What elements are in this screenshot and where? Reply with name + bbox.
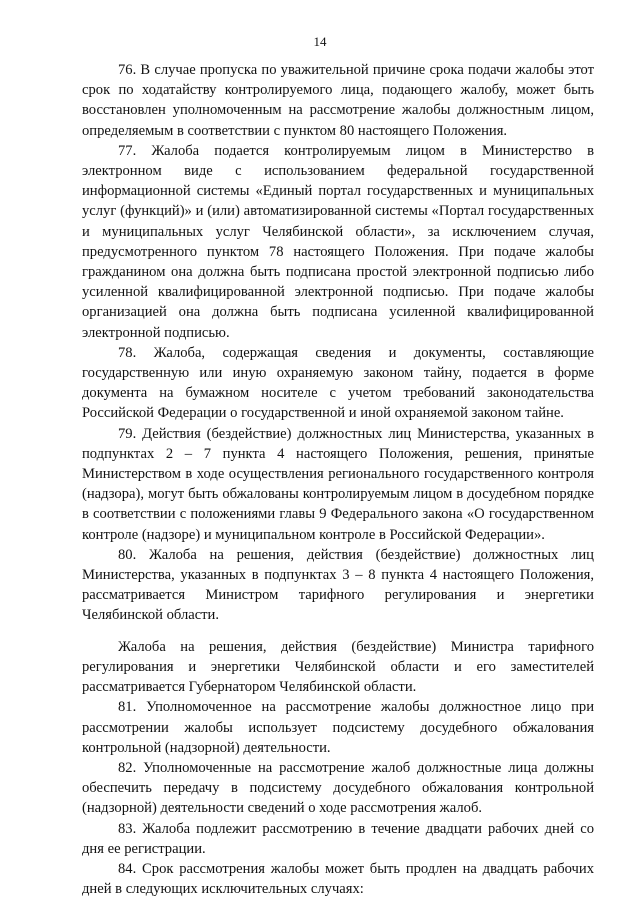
paragraph-84: 84. Срок рассмотрения жалобы может быть продлен на двадцать рабочих дней в следующих исключительных случаях: bbox=[82, 860, 594, 898]
paragraph-81: 81. Уполномоченное на рассмотрение жалобы должностное лицо при рассмотрении жалобы использует подсистему досудебного обжалования контрольной (надзорной) деятельности. bbox=[82, 699, 594, 756]
document-body bbox=[82, 60, 594, 899]
paragraph-76: 76. В случае пропуска по уважительной причине срока подачи жалобы этот срок по ходатайству контролируемого лица, подающего жалобу, может быть восстановлен уполномоченным на рассмотрение жалобы должностным лицом, определяемым в соответствии с пунктом 80 настоящего Положения. bbox=[82, 62, 594, 139]
paragraph-82: 82. Уполномоченные на рассмотрение жалоб должностные лица должны обеспечить передачу в подсистему досудебного обжалования контрольной (надзорной) деятельности сведений о ходе рассмотрения жалоб. bbox=[82, 759, 594, 817]
paragraph-79: 79. Действия (бездействие) должностных лиц Министерства, указанных в подпунктах 2 – 7 пункта 4 настоящего Положения, решения, принятые Министерством в ходе осуществления регионального государственного контроля (надзора), могут быть обжалованы контролируемым лицом в досудебном порядке в соответствии с положениями главы 9 Федерального закона «О государственном контроле (надзоре) и муниципальном контроле в Российской Федерации». bbox=[82, 425, 594, 543]
paragraph-77: 77. Жалоба подается контролируемым лицом в Министерство в электронном виде с использованием федеральной государственной информационной системы «Единый портал государственных и муниципальных услуг (функций)» и (или) автоматизированной системы «Портал государственных и муниципальных услуг Челябинской области», за исключением случая, предусмотренного пунктом 78 настоящего Положения. При подаче жалобы гражданином она должна быть подписана простой электронной подписью либо усиленной квалифицированной электронной подписью. При подаче жалобы организацией она должна быть подписана усиленной квалифицированной электронной подписью. bbox=[82, 142, 594, 341]
page-number: 14 bbox=[313, 34, 327, 49]
paragraph-83: 83. Жалоба подлежит рассмотрению в течение двадцати рабочих дней со дня ее регистрации. bbox=[82, 820, 594, 857]
paragraph-80-continuation: Жалоба на решения, действия (бездействие) Министра тарифного регулирования и энергетики Челябинской области и его заместителей рассматривается Губернатором Челябинской области. bbox=[82, 638, 594, 696]
paragraph-78: 78. Жалоба, содержащая сведения и документы, составляющие государственную или иную охраняемую законом тайну, подается в форме документа на бумажном носителе с учетом требований законодательства Российской Федерации о государственной и иной охраняемой законом тайне. bbox=[82, 344, 594, 422]
paragraph-80: 80. Жалоба на решения, действия (бездействие) должностных лиц Министерства, указанных в подпунктах 3 – 8 пункта 4 настоящего Положения, рассматривается Министром тарифного регулирования и энергетики Челябинской области. bbox=[82, 546, 594, 624]
